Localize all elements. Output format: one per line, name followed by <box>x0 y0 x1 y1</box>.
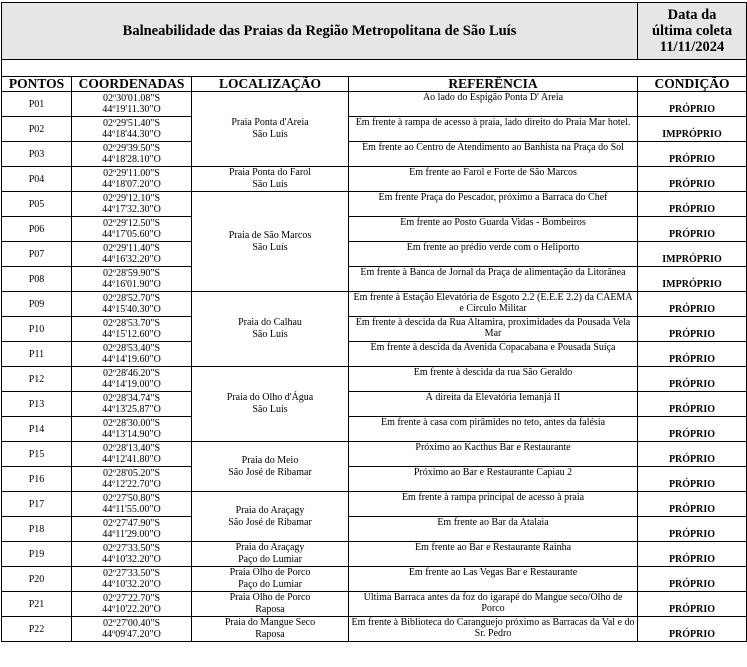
beach-name: Praia Ponta do Farol <box>229 167 311 178</box>
reference: Em frente ao Posto Guarda Vidas - Bombeiros <box>349 217 638 242</box>
location <box>192 592 349 617</box>
condition-badge: PRÓPRIO <box>638 142 747 167</box>
point-id: P01 <box>2 92 72 117</box>
coordinates <box>72 392 192 417</box>
column-header-pontos: PONTOS <box>2 77 72 92</box>
latitude: 02º27'33.50"S <box>102 543 161 554</box>
point-id: P17 <box>2 492 72 517</box>
coordinates <box>72 567 192 592</box>
coordinates <box>72 592 192 617</box>
longitude: 44º17'32.30"O <box>102 204 161 215</box>
reference: Em frente à descida da Avenida Copacabana e Pousada Suíça <box>349 342 638 367</box>
point-id: P05 <box>2 192 72 217</box>
table-row <box>2 517 747 542</box>
column-header-condicao: CONDIÇÃO <box>638 77 747 92</box>
city-name: Raposa <box>255 629 285 640</box>
condition-badge: PRÓPRIO <box>638 592 747 617</box>
coordinates <box>72 317 192 342</box>
point-id: P07 <box>2 242 72 267</box>
beach-name: Praia do Araçagy <box>235 504 305 516</box>
point-id: P15 <box>2 442 72 467</box>
date-label-2: última coleta <box>651 23 733 39</box>
coordinates <box>72 242 192 267</box>
city-name: São José de Ribamar <box>228 516 312 528</box>
reference: Em frente ao Bar da Atalaia <box>349 517 638 542</box>
coordinates <box>72 467 192 492</box>
reference: Em frente à rampa de acesso à praia, lado direito do Praia Mar hotel. <box>349 117 638 142</box>
table-row <box>2 292 747 317</box>
date-value: 11/11/2024 <box>659 39 725 55</box>
column-header-row <box>2 77 747 92</box>
location <box>192 492 349 542</box>
point-id: P16 <box>2 467 72 492</box>
city-name: São Luís <box>252 241 288 253</box>
point-id: P03 <box>2 142 72 167</box>
city-name: Paço do Lumiar <box>238 579 302 590</box>
condition-badge: PRÓPRIO <box>638 167 747 192</box>
longitude: 44º18'28.10"O <box>102 154 161 165</box>
location <box>192 617 349 642</box>
longitude: 44º14'19.00"O <box>102 379 161 390</box>
beach-name: Praia Olho de Porco <box>229 592 311 603</box>
condition-badge: PRÓPRIO <box>638 367 747 392</box>
condition-badge: PRÓPRIO <box>638 617 747 642</box>
condition-badge: PRÓPRIO <box>638 292 747 317</box>
reference: Ao lado do Espigão Ponta D' Areia <box>349 92 638 117</box>
column-header-coordenadas: COORDENADAS <box>72 77 192 92</box>
condition-badge: PRÓPRIO <box>638 517 747 542</box>
condition-badge: PRÓPRIO <box>638 342 747 367</box>
reference: Em frente à Banca de Jornal da Praça de alimentação da Litorânea <box>349 267 638 292</box>
reference: Próximo ao Kacthus Bar e Restaurante <box>349 442 638 467</box>
location <box>192 292 349 367</box>
point-id: P19 <box>2 542 72 567</box>
table-row <box>2 117 747 142</box>
reference: Em frente ao Las Vegas Bar e Restaurante <box>349 567 638 592</box>
condition-badge: IMPRÓPRIO <box>638 242 747 267</box>
table-row <box>2 492 747 517</box>
latitude: 02º27'00.40"S <box>102 618 161 629</box>
point-id: P18 <box>2 517 72 542</box>
location <box>192 542 349 567</box>
condition-badge: PRÓPRIO <box>638 192 747 217</box>
latitude: 02º27'47.90"S <box>102 518 161 529</box>
beach-name: Praia de São Marcos <box>228 229 312 241</box>
table-row <box>2 542 747 567</box>
table-row <box>2 142 747 167</box>
table-row <box>2 442 747 467</box>
latitude: 02º28'34.74"S <box>102 393 161 404</box>
condition-badge: PRÓPRIO <box>638 467 747 492</box>
latitude: 02º28'53.70"S <box>102 318 161 329</box>
longitude: 44º10'32.20"O <box>102 554 161 565</box>
latitude: 02º27'22.70"S <box>102 593 161 604</box>
table-row <box>2 242 747 267</box>
table-row <box>2 192 747 217</box>
point-id: P04 <box>2 167 72 192</box>
point-id: P13 <box>2 392 72 417</box>
coordinates <box>72 92 192 117</box>
longitude: 44º17'05.60"O <box>102 229 161 240</box>
city-name: Paço do Lumiar <box>238 554 302 565</box>
longitude: 44º14'19.60"O <box>102 354 161 365</box>
point-id: P11 <box>2 342 72 367</box>
balneability-table <box>1 2 747 642</box>
coordinates <box>72 217 192 242</box>
latitude: 02º28'30.00"S <box>102 418 161 429</box>
condition-badge: PRÓPRIO <box>638 492 747 517</box>
beach-name: Praia do Olho d'Água <box>226 392 314 403</box>
collection-date <box>638 3 747 60</box>
table-row <box>2 592 747 617</box>
beach-name: Praia do Mangue Seco <box>224 617 316 628</box>
coordinates <box>72 142 192 167</box>
reference: Em frente à casa com pirâmides no teto, antes da falésia <box>349 417 638 442</box>
title-row <box>2 3 747 60</box>
longitude: 44º15'40.30"O <box>102 304 161 315</box>
reference: Em frente ao Centro de Atendimento ao Banhista na Praça do Sol <box>349 142 638 167</box>
table-row <box>2 467 747 492</box>
table-row <box>2 617 747 642</box>
beach-name: Praia do Calhau <box>238 317 302 328</box>
point-id: P09 <box>2 292 72 317</box>
coordinates <box>72 192 192 217</box>
latitude: 02º29'11.00"S <box>103 168 160 179</box>
latitude: 02º29'11.40"S <box>103 243 160 254</box>
point-id: P22 <box>2 617 72 642</box>
latitude: 02º29'12.10"S <box>102 193 161 204</box>
table-row <box>2 92 747 117</box>
reference: Próximo ao Bar e Restaurante Capiau 2 <box>349 467 638 492</box>
longitude: 44º18'07.20"O <box>102 179 161 190</box>
location <box>192 92 349 167</box>
coordinates <box>72 342 192 367</box>
coordinates <box>72 517 192 542</box>
coordinates <box>72 292 192 317</box>
longitude: 44º11'29.00"O <box>102 529 161 540</box>
latitude: 02º28'52.70"S <box>102 293 161 304</box>
reference: Em frente Praça do Pescador, próximo a Barraca do Chef <box>349 192 638 217</box>
longitude: 44º10'22.20"O <box>102 604 161 615</box>
point-id: P10 <box>2 317 72 342</box>
longitude: 44º10'32.20"O <box>102 579 161 590</box>
condition-badge: PRÓPRIO <box>638 92 747 117</box>
condition-badge: IMPRÓPRIO <box>638 267 747 292</box>
location <box>192 367 349 442</box>
table-row <box>2 417 747 442</box>
column-header-localizacao: LOCALIZAÇÃO <box>192 77 349 92</box>
table-row <box>2 567 747 592</box>
condition-badge: IMPRÓPRIO <box>638 117 747 142</box>
latitude: 02º28'46.20"S <box>102 368 161 379</box>
longitude: 44º16'01.90"O <box>102 279 161 290</box>
condition-badge: PRÓPRIO <box>638 442 747 467</box>
longitude: 44º09'47.20"O <box>102 629 161 640</box>
beach-name: Praia Ponta d'Areia <box>231 117 309 128</box>
latitude: 02º27'33.50"S <box>102 568 161 579</box>
longitude: 44º12'41.80"O <box>102 454 161 465</box>
point-id: P12 <box>2 367 72 392</box>
condition-badge: PRÓPRIO <box>638 392 747 417</box>
table-row <box>2 167 747 192</box>
city-name: Raposa <box>255 604 285 615</box>
latitude: 02º28'13.40"S <box>102 443 161 454</box>
city-name: São José de Ribamar <box>228 466 312 478</box>
reference: Em frente ao Bar e Restaurante Rainha <box>349 542 638 567</box>
condition-badge: PRÓPRIO <box>638 567 747 592</box>
condition-badge: PRÓPRIO <box>638 317 747 342</box>
point-id: P20 <box>2 567 72 592</box>
table-row <box>2 367 747 392</box>
longitude: 44º12'22.70"O <box>102 479 161 490</box>
location <box>192 192 349 292</box>
page-title: Balneabilidade das Praias da Região Metropolitana de São Luís <box>2 3 638 60</box>
coordinates <box>72 442 192 467</box>
latitude: 02º30'01.08"S <box>102 93 161 104</box>
reference: Em frente à rampa principal de acesso à praia <box>349 492 638 517</box>
point-id: P14 <box>2 417 72 442</box>
city-name: São Luís <box>252 404 288 415</box>
table-row <box>2 217 747 242</box>
point-id: P21 <box>2 592 72 617</box>
latitude: 02º28'59.90"S <box>102 268 161 279</box>
location <box>192 167 349 192</box>
latitude: 02º28'53.40"S <box>102 343 161 354</box>
balneability-sheet <box>1 2 746 642</box>
column-header-referencia: REFERÊNCIA <box>349 77 638 92</box>
longitude: 44º19'11.30"O <box>102 104 161 115</box>
latitude: 02º29'51.40"S <box>102 118 161 129</box>
latitude: 02º29'39.50"S <box>102 143 161 154</box>
point-id: P06 <box>2 217 72 242</box>
longitude: 44º16'32.20"O <box>102 254 161 265</box>
coordinates <box>72 367 192 392</box>
reference: Em frente à descida da rua São Geraldo <box>349 367 638 392</box>
coordinates <box>72 542 192 567</box>
coordinates <box>72 617 192 642</box>
condition-badge: PRÓPRIO <box>638 542 747 567</box>
condition-badge: PRÓPRIO <box>638 217 747 242</box>
longitude: 44º11'55.00"O <box>102 504 161 515</box>
spacer-cell <box>2 60 747 77</box>
table-row <box>2 317 747 342</box>
reference: Em frente à Estação Elevatória de Esgoto 2.2 (E.E.E 2.2) da CAEMA e Círculo Militar <box>349 292 638 317</box>
beach-name: Praia do Meio <box>241 454 299 466</box>
latitude: 02º29'12.50"S <box>102 218 161 229</box>
table-row <box>2 342 747 367</box>
beach-name: Praia do Araçagy <box>235 542 305 553</box>
reference: Em frente à Biblioteca do Caranguejo próximo as Barracas da Val e do Sr. Pedro <box>349 617 638 642</box>
location <box>192 567 349 592</box>
table-row <box>2 267 747 292</box>
longitude: 44º18'44.30"O <box>102 129 161 140</box>
coordinates <box>72 267 192 292</box>
coordinates <box>72 417 192 442</box>
condition-badge: PRÓPRIO <box>638 417 747 442</box>
coordinates <box>72 117 192 142</box>
longitude: 44º13'25.87"O <box>102 404 161 415</box>
city-name: São Luís <box>252 129 288 140</box>
reference: À direita da Elevatória Iemanjá II <box>349 392 638 417</box>
reference: Em frente à descida da Rua Altamira, proximidades da Pousada Vela Mar <box>349 317 638 342</box>
spacer-row <box>2 60 747 77</box>
reference: Em frente ao prédio verde com o Heliporto <box>349 242 638 267</box>
coordinates <box>72 492 192 517</box>
longitude: 44º15'12.60"O <box>102 329 161 340</box>
latitude: 02º27'50.80"S <box>102 493 161 504</box>
point-id: P08 <box>2 267 72 292</box>
point-id: P02 <box>2 117 72 142</box>
longitude: 44º13'14.90"O <box>102 429 161 440</box>
table-row <box>2 392 747 417</box>
location <box>192 442 349 492</box>
latitude: 02º28'05.20"S <box>102 468 161 479</box>
date-label-1: Data da <box>667 7 717 23</box>
reference: Em frente ao Farol e Forte de São Marcos <box>349 167 638 192</box>
coordinates <box>72 167 192 192</box>
reference: Última Barraca antes da foz do igarapé do Mangue seco/Olho de Porco <box>349 592 638 617</box>
city-name: São Luís <box>252 179 288 190</box>
beach-name: Praia Olho de Porco <box>229 567 311 578</box>
city-name: São Luís <box>252 329 288 340</box>
